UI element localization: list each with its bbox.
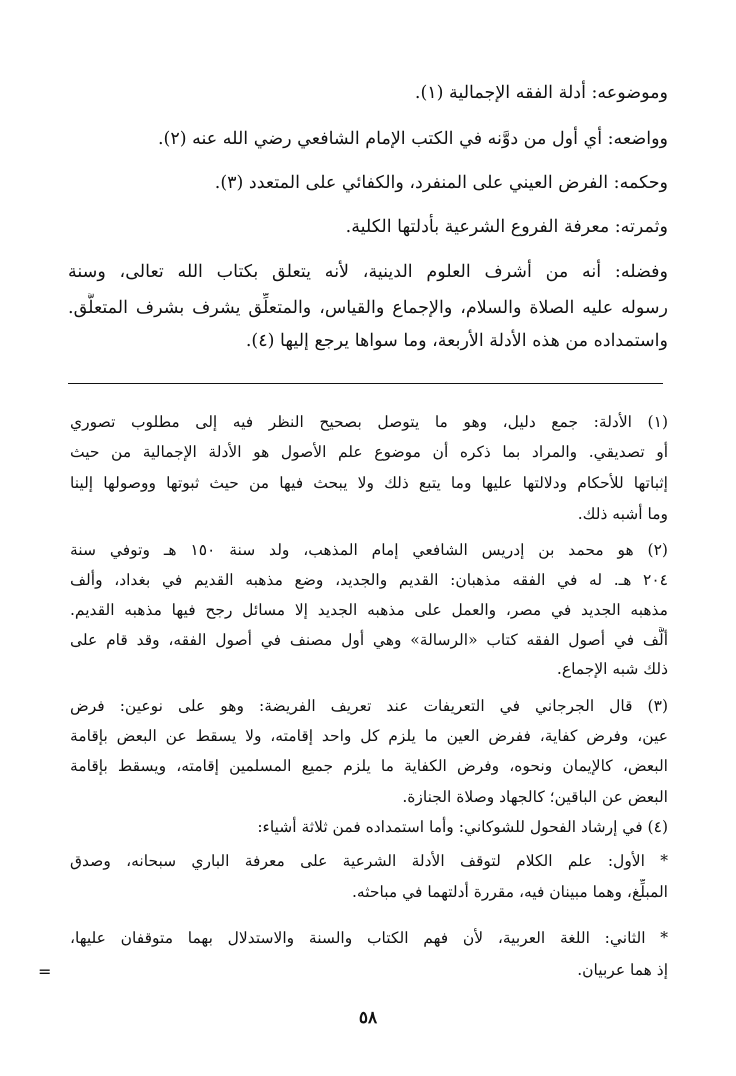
footnote-line: (٣) قال الجرجاني في التعريفات عند تعريف الفريضة: وهو على نوعين: فرض — [70, 697, 668, 715]
footnote-separator — [68, 383, 663, 384]
footnote-line: ألَّف في أصول الفقه كتاب «الرسالة» وهي أول مصنف في أصول الفقه، وقد قام على — [70, 631, 668, 649]
footnote-line: (٤) في إرشاد الفحول للشوكاني: وأما استمداده فمن ثلاثة أشياء: — [257, 818, 668, 836]
body-line-virtue-cont: رسوله عليه الصلاة والسلام، والإجماع والقياس، والمتعلِّق يشرف بشرف المتعلَّق. — [68, 298, 668, 318]
footnote-line: مذهبه الجديد في مصر، والعمل على مذهبه الجديد إلا مسائل رجح فيها مذهبه القديم. — [70, 601, 668, 619]
footnote-line: إذ هما عربيان. — [577, 961, 668, 979]
footnote-line: إثباتها للأحكام ودلالتها عليها وما يتبع ذلك ولا يبحث فيها من حيث ثبوتها ووصولها إلينا — [70, 474, 668, 492]
body-line-founder: وواضعه: أي أول من دوَّنه في الكتب الإمام الشافعي رضي الله عنه (٢). — [157, 129, 668, 149]
page-number: ٥٨ — [358, 1008, 378, 1028]
footnote-line: البعض، كالإيمان ونحوه، وفرض الكفاية ما يلزم جميع المسلمين إقامته، ويسقط بإقامة — [70, 757, 668, 775]
footnote-line: ذلك شبه الإجماع. — [556, 660, 668, 678]
footnote-line: (١) الأدلة: جمع دليل، وهو ما يتوصل بصحيح النظر فيه إلى مطلوب تصوري — [70, 413, 668, 431]
footnote-line: البعض عن الباقين؛ كالجهاد وصلاة الجنازة. — [402, 788, 668, 806]
footnote-line: المبلِّغ، وهما مبينان فيه، مقررة أدلتهما في مباحثه. — [352, 883, 668, 901]
body-line-ruling: وحكمه: الفرض العيني على المنفرد، والكفائي على المتعدد (٣). — [214, 173, 668, 193]
footnote-line: * الثاني: اللغة العربية، لأن فهم الكتاب والسنة والاستدلال بهما متوقفان عليها، — [70, 929, 668, 947]
footnote-line: أو تصديقي. والمراد بما ذكره أن موضوع علم الأصول هو الأدلة الإجمالية من حيث — [70, 443, 668, 461]
footnote-line: * الأول: علم الكلام لتوقف الأدلة الشرعية على معرفة الباري سبحانه، وصدق — [70, 852, 668, 870]
continuation-mark: = — [38, 962, 52, 981]
footnote-line: وما أشبه ذلك. — [577, 505, 668, 523]
footnote-line: ٢٠٤ هـ. له في الفقه مذهبان: القديم والجديد، وضع مذهبه القديم في بغداد، وألف — [70, 571, 668, 589]
footnote-line: (٢) هو محمد بن إدريس الشافعي إمام المذهب، ولد سنة ١٥٠ هـ وتوفي سنة — [70, 541, 668, 559]
body-line-virtue: وفضله: أنه من أشرف العلوم الدينية، لأنه يتعلق بكتاب الله تعالى، وسنة — [68, 262, 668, 282]
footnote-line: عين، وفرض كفاية، ففرض العين ما يلزم كل واحد إقامته، ولا يسقط عن البعض بإقامة — [70, 727, 668, 745]
body-line-fruit: وثمرته: معرفة الفروع الشرعية بأدلتها الكلية. — [345, 217, 668, 237]
body-line-subject: وموضوعه: أدلة الفقه الإجمالية (١). — [414, 83, 668, 103]
body-line-sources: واستمداده من هذه الأدلة الأربعة، وما سواها يرجع إليها (٤). — [245, 331, 668, 351]
